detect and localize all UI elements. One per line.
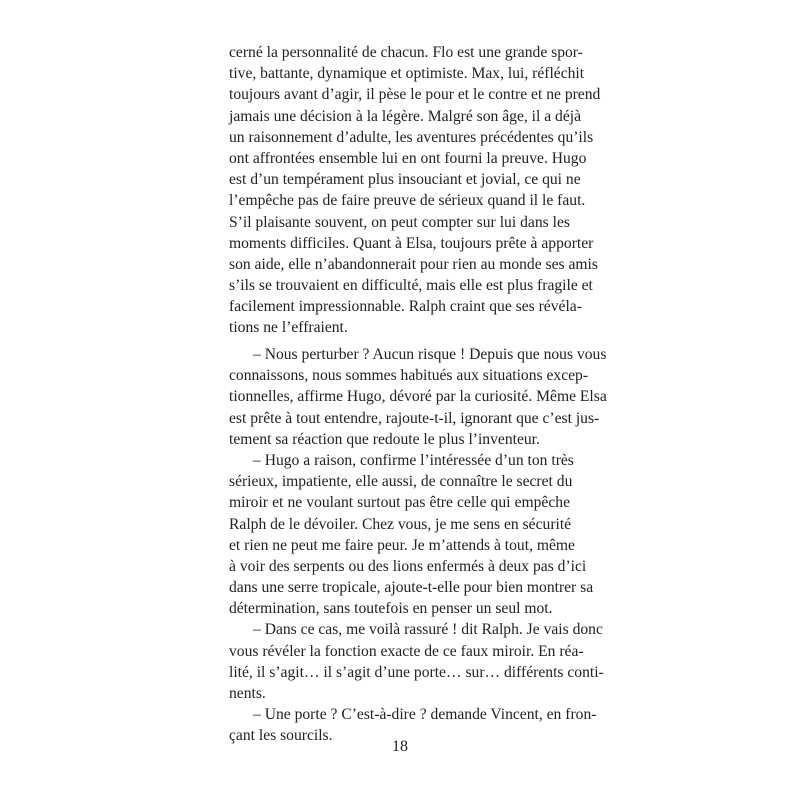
text-line: dans une serre tropicale, ajoute-t-elle pour bien montrer sa (229, 579, 594, 597)
text-line: tionnelles, affirme Hugo, dévoré par la curiosité. Même Elsa (229, 388, 607, 406)
text-line: – Nous perturber ? Aucun risque ! Depuis que nous vous (253, 346, 607, 363)
text-line: S’il plaisante souvent, on peut compter sur lui dans les (229, 213, 570, 231)
page-number: 18 (392, 738, 408, 755)
text-line: Ralph de le dévoiler. Chez vous, je me sens en sécurité (229, 515, 572, 533)
text-line: à voir des serpents ou des lions enfermés à deux pas d’ici (229, 557, 587, 575)
text-line: lité, il s’agit… il s’agit d’une porte… sur… différents conti- (229, 663, 604, 681)
text-line: – Une porte ? C’est-à-dire ? demande Vincent, en fron- (253, 706, 597, 724)
text-line: toujours avant d’agir, il pèse le pour et le contre et ne prend (229, 86, 601, 104)
text-line: tions ne l’effraient. (229, 319, 348, 337)
text-line: – Hugo a raison, confirme l’intéressée d’un ton très (253, 451, 574, 469)
text-line: l’empêche pas de faire preuve de sérieux quand il le faut. (229, 192, 586, 210)
text-line: jamais une décision à la légère. Malgré son âge, il a déjà (229, 107, 582, 125)
text-line: et rien ne peut me faire peur. Je m’attends à tout, même (229, 536, 575, 554)
text-line: nents. (229, 685, 266, 702)
text-line: sérieux, impatiente, elle aussi, de connaître le secret du (229, 473, 573, 491)
text-line: moments difficiles. Quant à Elsa, toujours prête à apporter (229, 234, 594, 252)
text-line: son aide, elle n’abandonnerait pour rien au monde ses amis (229, 255, 598, 273)
text-line: facilement impressionnable. Ralph craint que ses révéla- (229, 298, 582, 316)
narrative-paragraph (229, 42, 601, 339)
text-line: connaissons, nous sommes habitués aux situations excep- (229, 367, 589, 385)
text-line: s’ils se trouvaient en difficulté, mais elle est plus fragile et (229, 277, 593, 295)
dialogue-section (229, 344, 607, 747)
text-line: est prête à tout entendre, rajoute-t-il, ignorant que c’est jus- (229, 409, 600, 427)
text-line: ont affrontées ensemble lui en ont fourni la preuve. Hugo (229, 149, 587, 167)
text-line: cerné la personnalité de chacun. Flo est une grande spor- (229, 44, 583, 61)
text-line: vous révéler la fonction exacte de ce faux miroir. En réa- (229, 642, 584, 660)
text-line: est d’un tempérament plus insouciant et jovial, ce qui ne (229, 171, 581, 189)
text-line: tive, battante, dynamique et optimiste. Max, lui, réfléchit (229, 65, 585, 83)
text-line: miroir et ne voulant surtout pas être celle qui empêche (229, 494, 570, 512)
text-line: çant les sourcils. (229, 727, 333, 745)
text-line: détermination, sans toutefois en penser un seul mot. (229, 600, 553, 618)
text-line: – Dans ce cas, me voilà rassuré ! dit Ralph. Je vais donc (253, 621, 603, 639)
text-line: tement sa réaction que redoute le plus l’inventeur. (229, 430, 540, 448)
text-line: un raisonnement d’adulte, les aventures précédentes qu’ils (229, 128, 594, 146)
